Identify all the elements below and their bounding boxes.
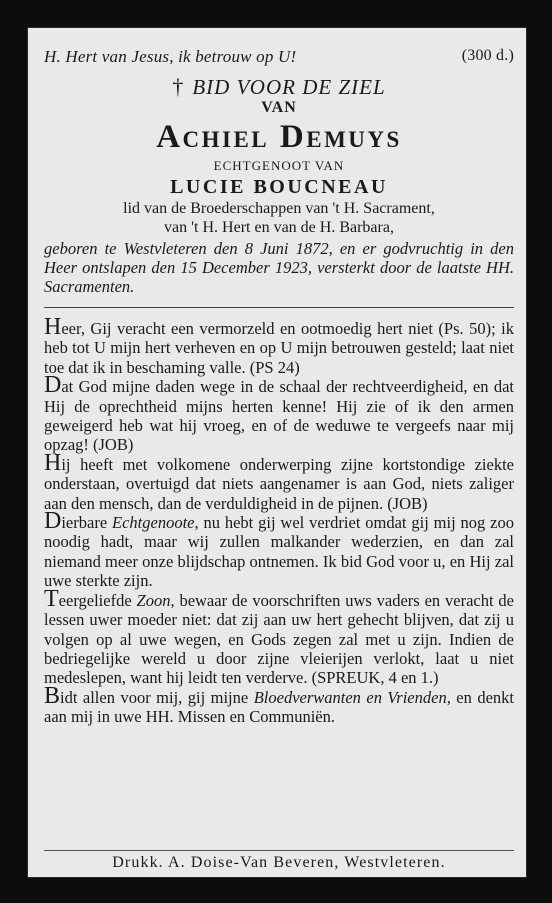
card-content	[44, 27, 514, 878]
membership-line-1: lid van de Broederschappen van 't H. Sacrament,	[123, 200, 435, 217]
prayer-paragraph-4	[44, 508, 514, 591]
printer-credit: Drukk. A. Doise-Van Beveren, Westvleteren.	[112, 854, 446, 871]
cross-icon: †	[172, 74, 185, 99]
text-span: Bidt allen voor mij, gij mijne	[44, 682, 254, 709]
header-line	[44, 47, 514, 67]
invocation-text: H. Hert van Jesus, ik betrouw op U!	[44, 47, 297, 66]
prayer-request-text: BID VOOR DE ZIEL	[192, 75, 386, 99]
prayer-paragraph-2: Dat God mijne daden wege in de schaal der rechtveerdigheid, en dat Hij de oprechtheid mijns herten kenne! Hij zie of ik den armen geweigerd heb wat hij vroeg, en of de weduwe te vergeefs naar mij opzag! (JOB)	[44, 372, 514, 455]
indulgence-number: (300 d.)	[461, 47, 514, 64]
text-span: Dierbare	[44, 508, 113, 535]
text-span: Teergeliefde	[44, 585, 137, 612]
spouse-intro: ECHTGENOOT VAN	[213, 158, 345, 173]
emphasis-spouse: Echtgenoote	[112, 513, 195, 533]
emphasis-relatives: Bloedverwanten en Vrienden	[253, 687, 447, 707]
prayer-paragraph-5	[44, 585, 514, 688]
spouse-name: LUCIE BOUCNEAU	[170, 176, 388, 198]
text-span: , en denkt aan mij in uwe HH. Missen en Communiën.	[44, 687, 514, 727]
memorial-card	[27, 27, 527, 878]
deceased-name: Achiel Demuys	[156, 119, 402, 155]
text-span: , nu hebt gij wel verdriet omdat gij mij nog zoo noodig hadt, maar wij zullen malkander wederzien, en dan zal niemand meer onze blijdschap ontnemen. Ik bid God voor u, en Hij zal uwe sterkte zijn.	[44, 513, 514, 591]
prayer-paragraph-1: Heer, Gij veracht een vermorzeld en ootmoedig hert niet (Ps. 50); ik heb tot U mijn hert verheven en op U mijn betrouwen gesteld; laat niet toe dat ik in beschaming valle. (PS 24)	[44, 314, 514, 377]
prayer-request	[44, 74, 514, 100]
van-label: VAN	[261, 99, 297, 116]
prayer-paragraph-6	[44, 682, 514, 727]
membership-line-2: van 't H. Hert en van de H. Barbara,	[164, 219, 394, 236]
text-span: , bewaar de voorschriften uws vaders en veracht de lessen uwer moeder niet: dat zij aan uw hert gehecht blijven, dat zij u volgen op al uwe wegen, en Gods zegen zal met u zijn. Indien de bedriegelijke wereld u door zijne vleierijen verlokt, laat u niet medeslepen, want hij leidt ten verderve. (SPREUK, 4 en 1.)	[44, 590, 514, 688]
biography: geboren te Westvleteren den 8 Juni 1872, en er godvruchtig in den Heer ontslapen den 15 December 1923, versterkt door de laatste HH. Sacramenten.	[44, 239, 514, 296]
divider	[44, 307, 514, 308]
emphasis-son: Zoon	[136, 590, 171, 610]
prayer-paragraph-3: Hij heeft met volkomene onderwerping zijne kortstondige ziekte onderstaan, overtuigd dat niets aangenamer is aan God, niets zaliger aan den mensch, dan de verduldigheid in de pijnen. (JOB)	[44, 449, 514, 513]
